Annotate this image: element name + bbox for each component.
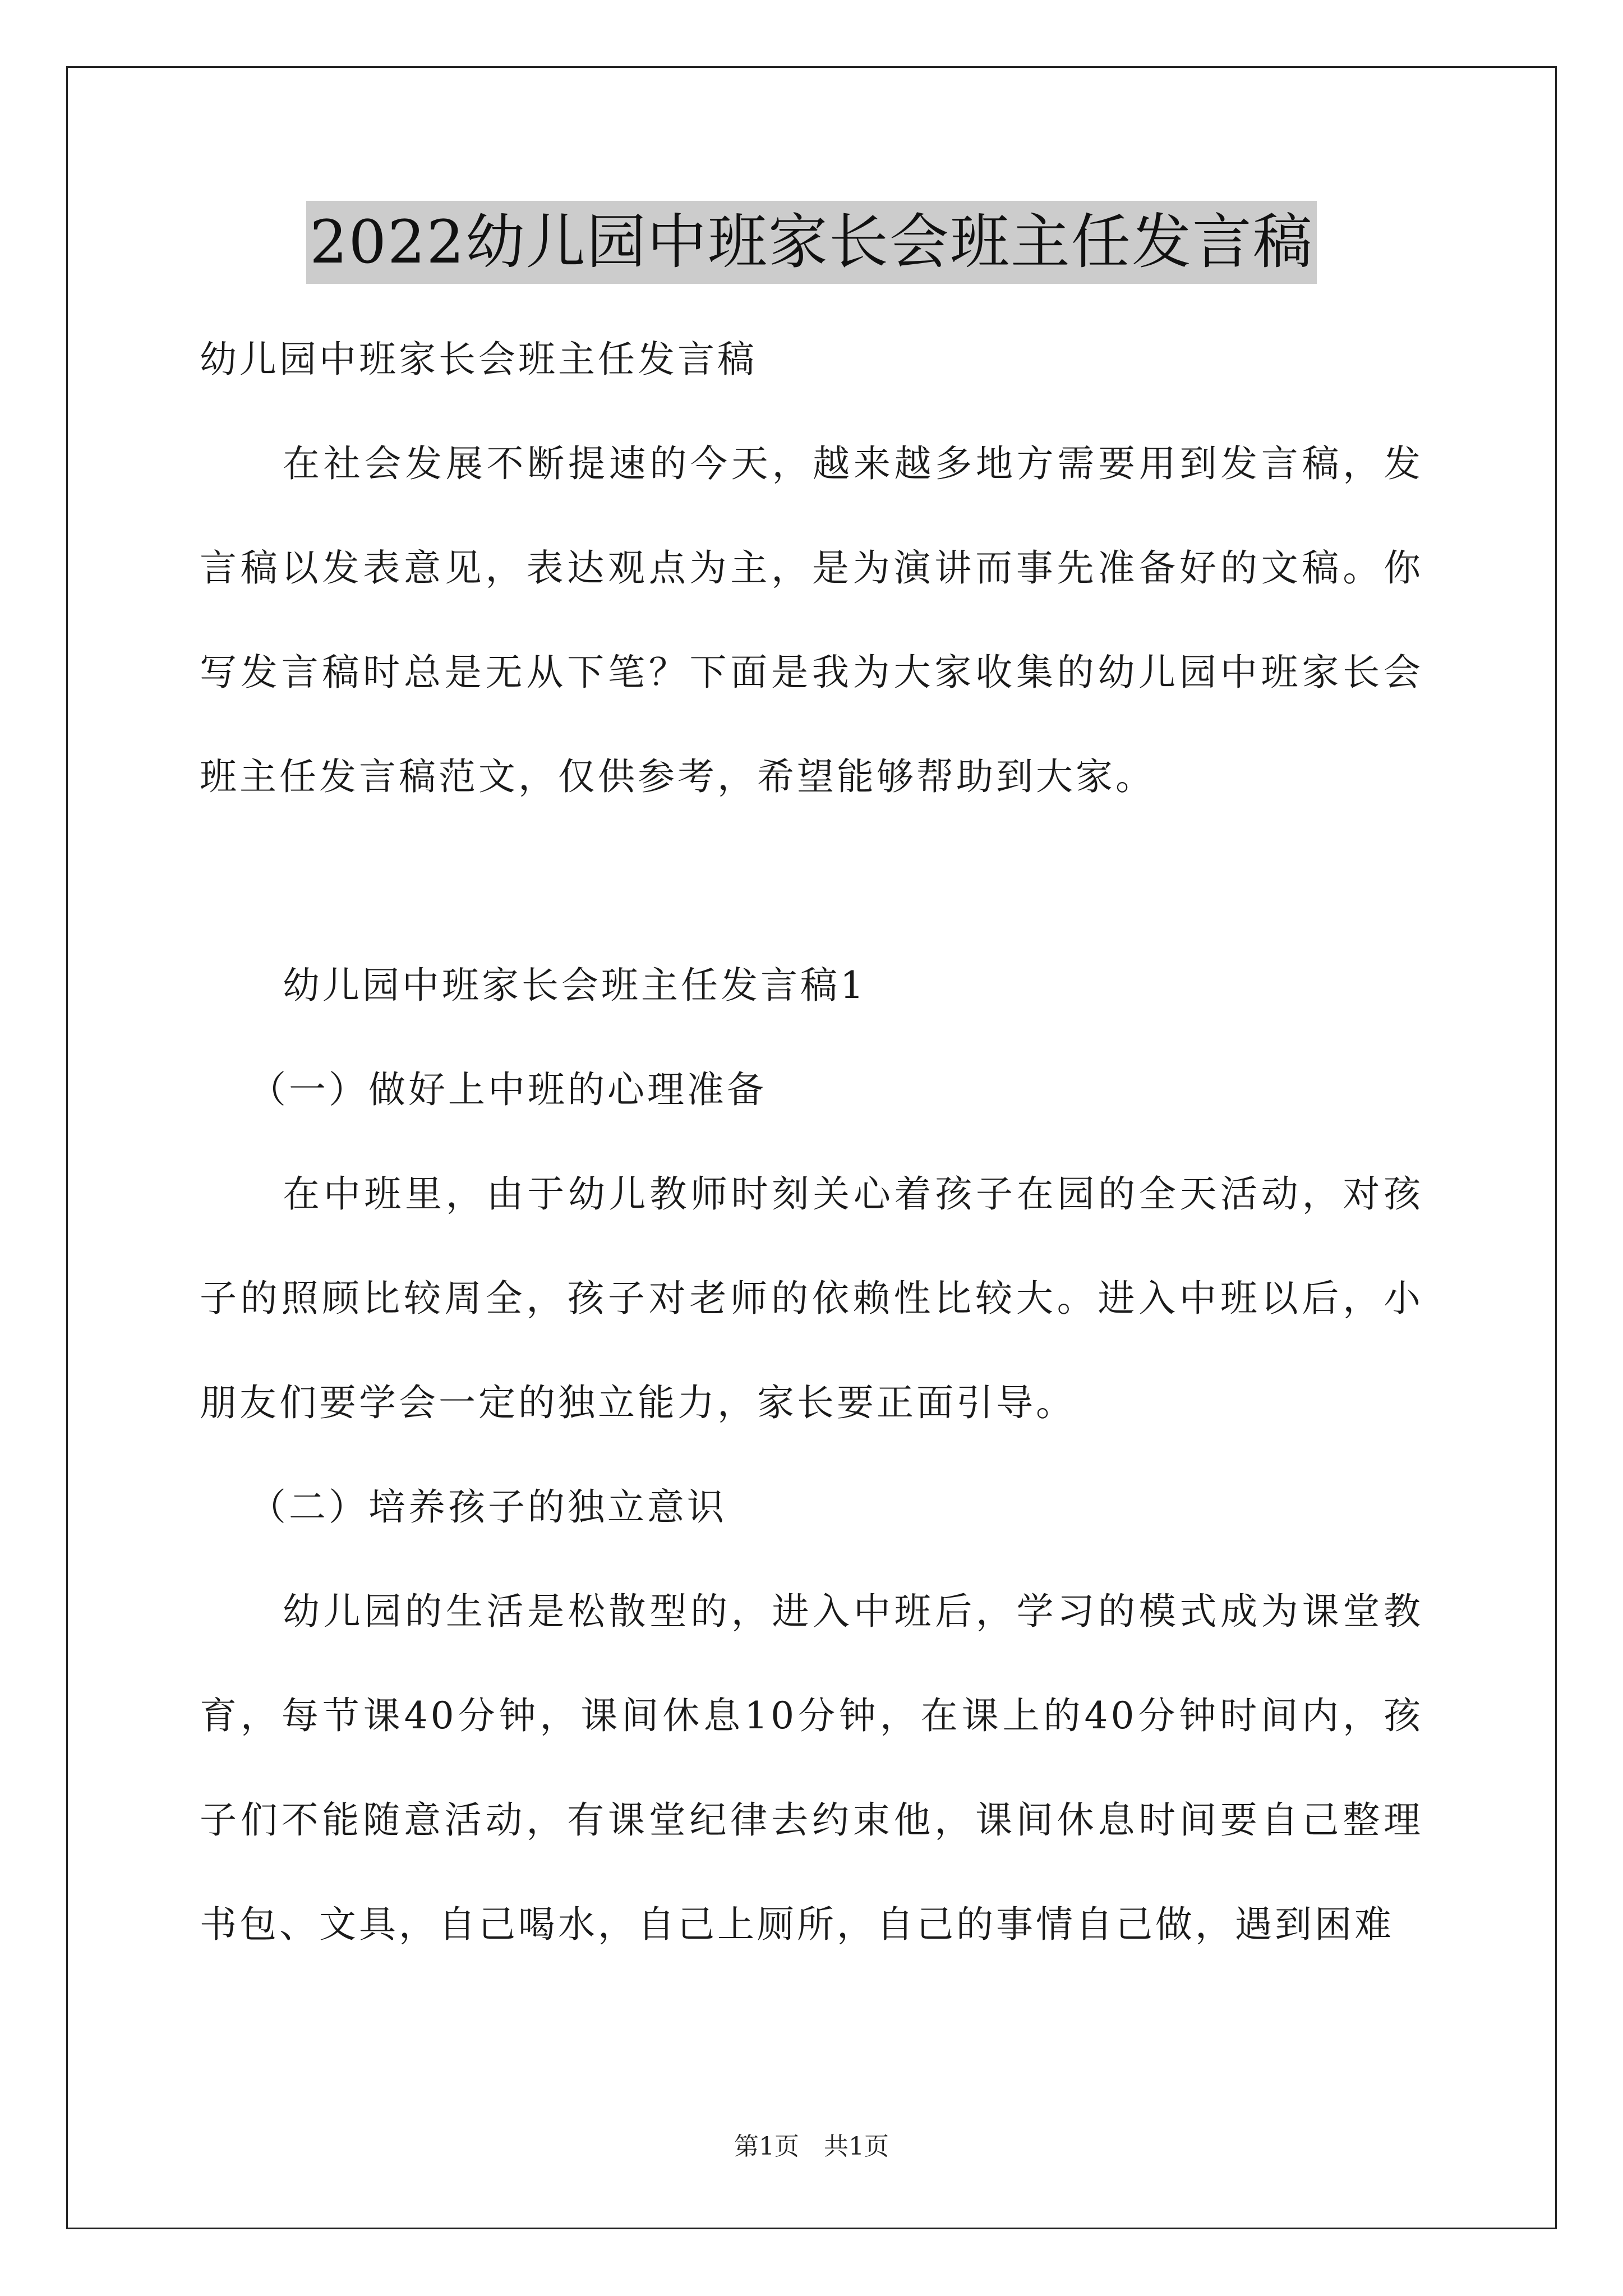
document-body	[200, 307, 1423, 1977]
page-footer: 第1页 共1页	[734, 2132, 889, 2161]
section-title: 幼儿园中班家长会班主任发言稿1	[283, 964, 866, 1007]
document-title: 2022幼儿园中班家长会班主任发言稿	[306, 201, 1317, 284]
section-paragraph-2: 幼儿园的生活是松散型的，进入中班后，学习的模式成为课堂教育，每节课40分钟，课间休息10分钟，在课上的40分钟时间内，孩子们不能随意活动，有课堂纪律去约束他，课间休息时间要自己整理书包、文具，自己喝水，自己上厕所，自己的事情自己做，遇到困难	[200, 1590, 1423, 1946]
blank-line	[200, 829, 1423, 933]
section-heading-1: （一）做好上中班的心理准备	[249, 1068, 767, 1111]
document-subtitle: 幼儿园中班家长会班主任发言稿	[200, 338, 757, 381]
intro-paragraph: 在社会发展不断提速的今天，越来越多地方需要用到发言稿，发言稿以发表意见，表达观点为主，是为演讲而事先准备好的文稿。你写发言稿时总是无从下笔？下面是我为大家收集的幼儿园中班家长会班主任发言稿范文，仅供参考，希望能够帮助到大家。	[200, 442, 1423, 798]
section-paragraph-1: 在中班里，由于幼儿教师时刻关心着孩子在园的全天活动，对孩子的照顾比较周全，孩子对老师的依赖性比较大。进入中班以后，小朋友们要学会一定的独立能力，家长要正面引导。	[200, 1172, 1423, 1424]
section-heading-2: （二）培养孩子的独立意识	[249, 1485, 727, 1529]
title-container	[0, 201, 1623, 284]
